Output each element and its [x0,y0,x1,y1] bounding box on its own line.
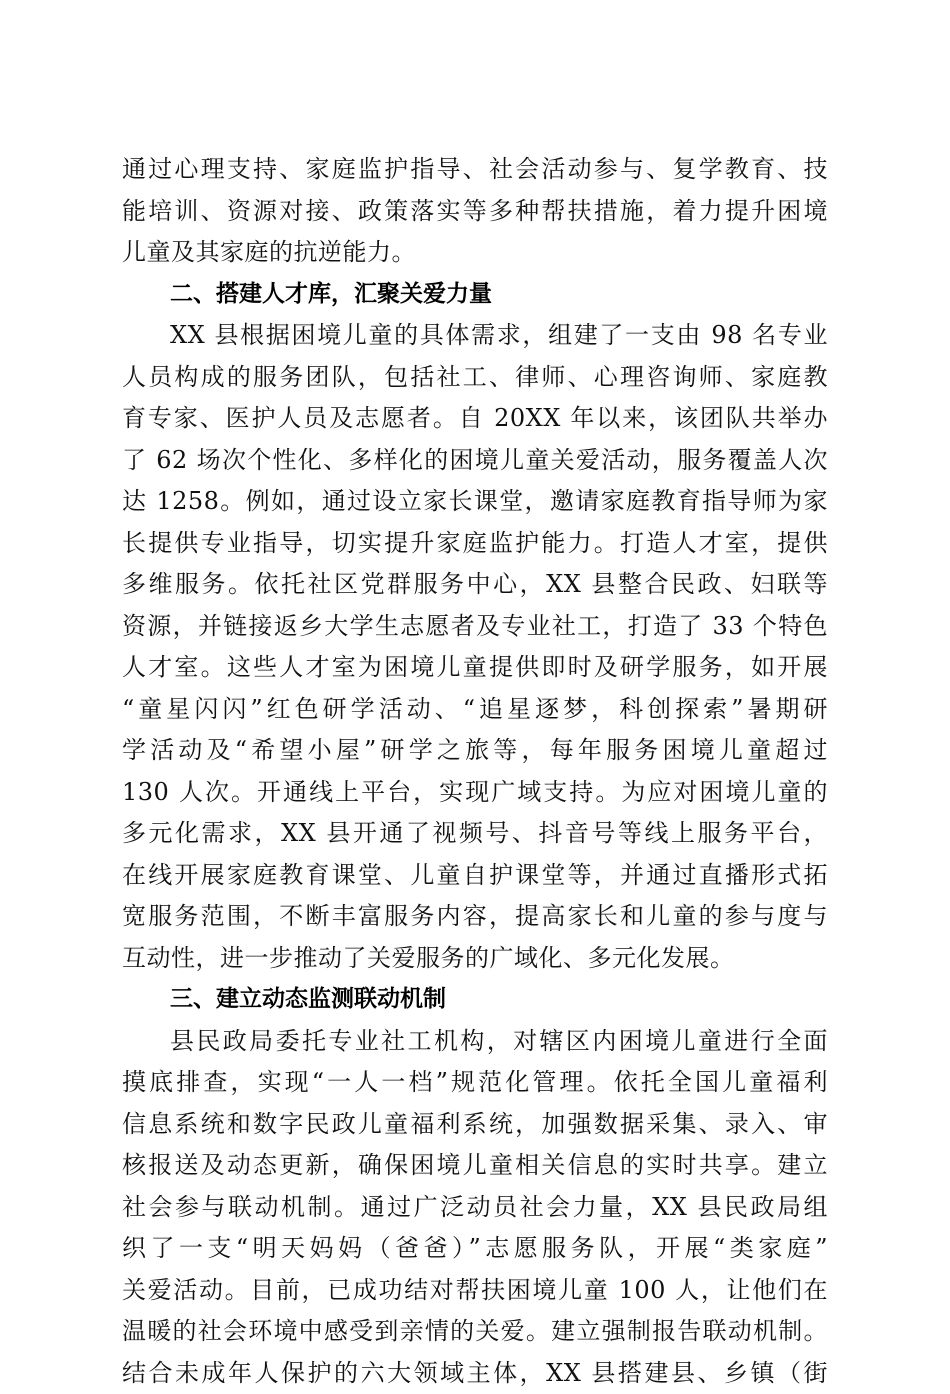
text-line: 多元化需求，XX 县开通了视频号、抖音号等线上服务平台， [122,813,828,855]
document-body [122,149,828,1394]
text-line: 温暖的社会环境中感受到亲情的关爱。建立强制报告联动机制。 [122,1311,828,1353]
text-line: 130 人次。开通线上平台，实现广域支持。为应对困境儿童的 [122,772,828,814]
paragraph-monitoring [122,1021,828,1394]
text-line: 结合未成年人保护的六大领域主体，XX 县搭建县、乡镇（街 [122,1353,828,1394]
text-line: 关爱活动。目前，已成功结对帮扶困境儿童 100 人，让他们在 [122,1270,828,1312]
section-heading-2: 二、搭建人才库，汇聚关爱力量 [122,274,828,316]
paragraph-talent-pool [122,315,828,979]
text-line: 县民政局委托专业社工机构，对辖区内困境儿童进行全面 [122,1021,828,1063]
text-line: 儿童及其家庭的抗逆能力。 [122,232,828,274]
text-line: 多维服务。依托社区党群服务中心，XX 县整合民政、妇联等 [122,564,828,606]
text-line: “童星闪闪”红色研学活动、“追星逐梦，科创探索”暑期研 [122,689,828,731]
text-line: 宽服务范围，不断丰富服务内容，提高家长和儿童的参与度与 [122,896,828,938]
text-line: XX 县根据困境儿童的具体需求，组建了一支由 98 名专业 [122,315,828,357]
text-line: 人员构成的服务团队，包括社工、律师、心理咨询师、家庭教 [122,357,828,399]
text-line: 资源，并链接返乡大学生志愿者及专业社工，打造了 33 个特色 [122,606,828,648]
text-line: 信息系统和数字民政儿童福利系统，加强数据采集、录入、审 [122,1104,828,1146]
paragraph-intro [122,149,828,274]
text-line: 人才室。这些人才室为困境儿童提供即时及研学服务，如开展 [122,647,828,689]
text-line: 达 1258。例如，通过设立家长课堂，邀请家庭教育指导师为家 [122,481,828,523]
text-line: 长提供专业指导，切实提升家庭监护能力。打造人才室，提供 [122,523,828,565]
text-line: 核报送及动态更新，确保困境儿童相关信息的实时共享。建立 [122,1145,828,1187]
text-line: 了 62 场次个性化、多样化的困境儿童关爱活动，服务覆盖人次 [122,440,828,482]
text-line: 社会参与联动机制。通过广泛动员社会力量，XX 县民政局组 [122,1187,828,1229]
text-line: 互动性，进一步推动了关爱服务的广域化、多元化发展。 [122,938,828,980]
text-line: 织了一支“明天妈妈（爸爸）”志愿服务队，开展“类家庭” [122,1228,828,1270]
section-heading-3: 三、建立动态监测联动机制 [122,979,828,1021]
text-line: 在线开展家庭教育课堂、儿童自护课堂等，并通过直播形式拓 [122,855,828,897]
text-line: 通过心理支持、家庭监护指导、社会活动参与、复学教育、技 [122,149,828,191]
text-line: 学活动及“希望小屋”研学之旅等，每年服务困境儿童超过 [122,730,828,772]
text-line: 育专家、医护人员及志愿者。自 20XX 年以来，该团队共举办 [122,398,828,440]
text-line: 能培训、资源对接、政策落实等多种帮扶措施，着力提升困境 [122,191,828,233]
text-line: 摸底排查，实现“一人一档”规范化管理。依托全国儿童福利 [122,1062,828,1104]
